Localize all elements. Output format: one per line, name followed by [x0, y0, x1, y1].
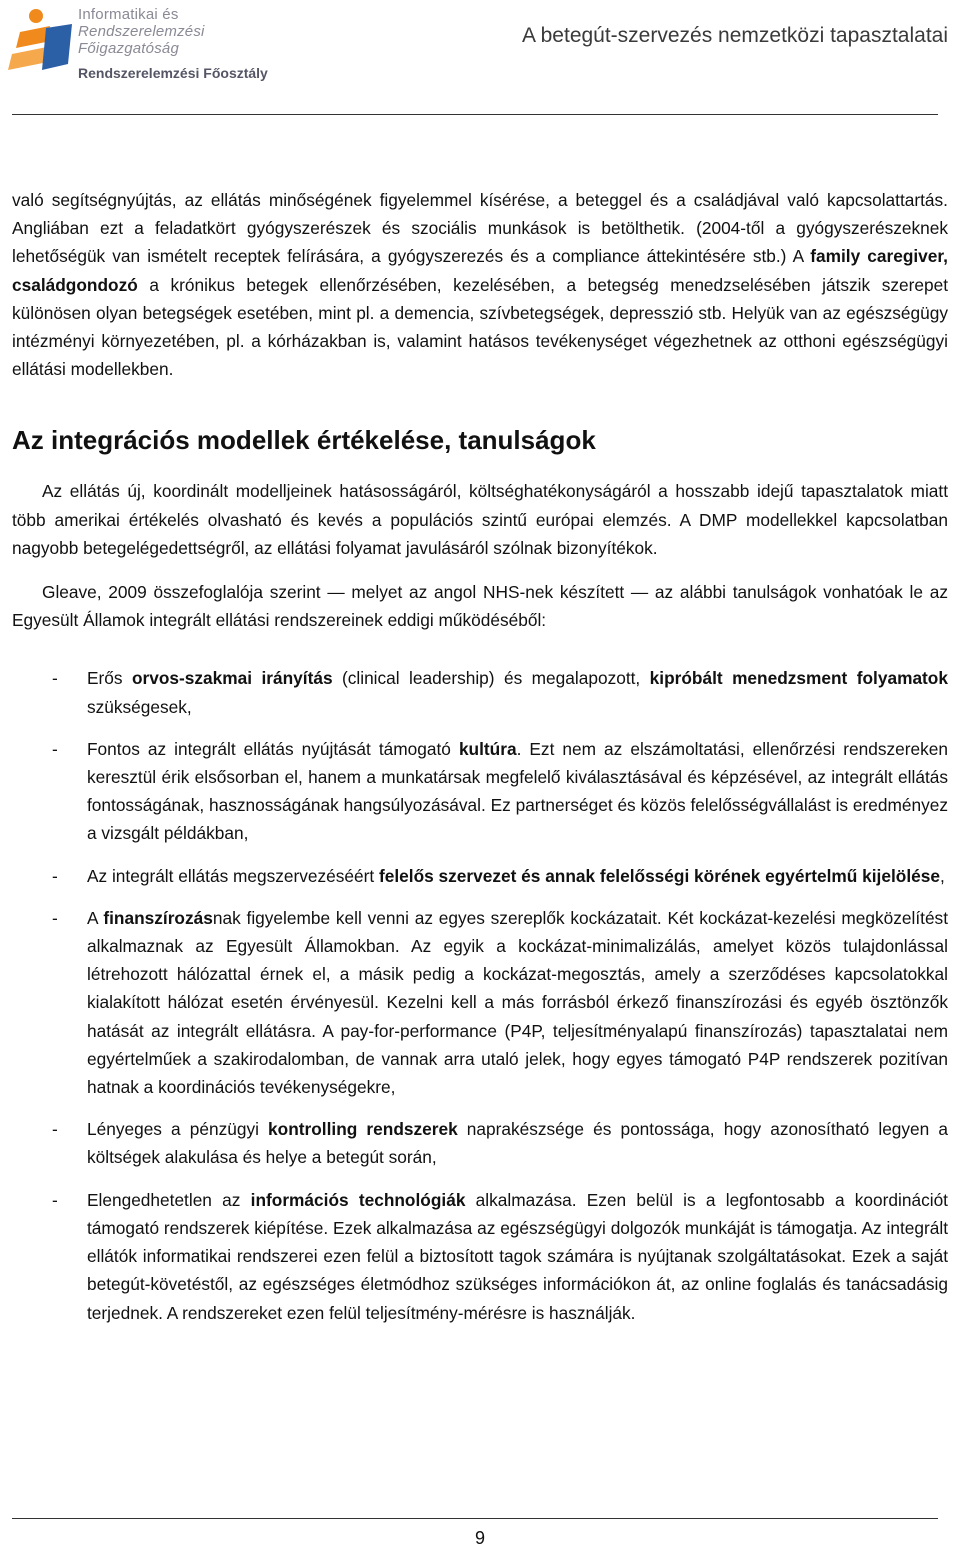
org-name-line2: Rendszerelemzési: [78, 23, 205, 40]
list-bold: információs technológiák: [250, 1189, 466, 1210]
list-text: . Ezt nem az elszámoltatási, ellenőrzési rendszereken keresztül érik elsősorban el, hanem a munkatársak megfelelő kiválasztásával és képzésével, az integrált ellátás fontosságának, hasznosságának hangsúlyozásával. Ez partnerséget és közös felelősségvállalást is eredményez a vizsgált példákban,: [87, 738, 949, 844]
section-heading: Az integrációs modellek értékelése, tanulságok: [12, 425, 596, 456]
intro-bold-term: family caregiver, családgondozó: [12, 246, 948, 295]
list-text: szükségesek,: [87, 696, 192, 717]
list-text: Elengedhetetlen az: [87, 1189, 251, 1210]
header-divider: [12, 114, 938, 115]
list-bold: kipróbált menedzsment folyamatok: [649, 668, 948, 689]
list-bold: kultúra: [458, 738, 517, 759]
bullet-dash: -: [52, 738, 58, 759]
list-text: (clinical leadership) és megalapozott,: [332, 668, 650, 689]
section-paragraph-1: Az ellátás új, koordinált modelljeinek hatásosságáról, költséghatékonyságáról a hosszabb idejű tapasztalatok miatt több amerikai értékelés olvasható és kevés a populációs szintű európai elemzés. A DMP modellekkel kapcsolatban nagyobb betegelégedettségről, az ellátási folyamat javulásáról szólnak bizonyítékok.: [12, 481, 948, 558]
bullet-dash: -: [52, 907, 58, 928]
list-bold: kontrolling rendszerek: [268, 1119, 458, 1140]
list-bold: finanszírozás: [103, 907, 213, 928]
list-bold: felelős szervezet és annak felelősségi körének egyértelmű kijelölése: [379, 865, 940, 886]
footer-divider: [12, 1518, 938, 1519]
list-item: [12, 664, 948, 720]
intro-paragraph: [12, 186, 948, 383]
org-name-line1: Informatikai és: [78, 6, 179, 23]
intro-text-1: való segítségnyújtás, az ellátás minőségének figyelemmel kísérése, a beteggel és a családjával való kapcsolattartás. Angliában ezt a feladatkört gyógyszerészek és szociális munkások is betölthetik. (2004-től a gyógyszerészeknek lehetőségük van ismételt receptek felírására, a gyógyszerezés és a compliance áttekintésére stb.) A: [12, 190, 948, 267]
list-text: nak figyelembe kell venni az egyes szereplők kockázatait. Két kockázat-kezelési megközelítést alkalmaznak az Egyesült Államokban. Az egyik a kockázat-minimalizálás, amelyet közös tulajdonlással létrehozott hálózattal érnek el, a másik pedig a kockázat-megosztás, amely a szerződéses kapcsolatokkal kialakított hálózat esetén érvényesül. Kezelni kell a más forrásból érkező finanszírozási és egyéb ösztönzők hatását az integrált ellátásra. A pay-for-performance (P4P, teljesítményalapú finanszírozás) tapasztalatai nem egyértelműek a szakirodalomban, de vannak arra utaló jelek, hogy egyes támogató P4P rendszerek pozitívan hatnak a koordinációs tevékenységekre,: [87, 907, 948, 1098]
document-title: A betegút-szervezés nemzetközi tapasztalatai: [521, 24, 948, 47]
list-bold: orvos-szakmai irányítás: [131, 668, 333, 689]
list-text: A: [87, 907, 104, 928]
department-name: Rendszerelemzési Főosztály: [78, 65, 268, 81]
list-text: Erős: [87, 668, 132, 689]
list-text: Fontos az integrált ellátás nyújtását támogató: [87, 738, 459, 759]
list-item: [12, 862, 948, 890]
spacer: [12, 562, 948, 578]
page-header: [0, 0, 960, 118]
intro-text-2: a krónikus betegek ellenőrzésében, kezelésében, a betegség menedzselésében játszik szerepet különösen olyan betegségek esetében, mint pl. a demencia, szívbetegségek, depresszió stb. Helyük van az egészségügy intézményi környezetében, pl. a kórházakban is, valamint hatásos tevékenységet végezhetnek az otthoni egészségügyi ellátási modellekben.: [12, 274, 948, 380]
list-text: ,: [939, 865, 945, 886]
list-text: naprakészsége és pontossága, hogy azonosítható legyen a költségek alakulása és helye a betegút során,: [87, 1119, 948, 1168]
list-item: [12, 1186, 948, 1327]
lessons-list: [12, 664, 948, 1326]
list-text: Lényeges a pénzügyi: [87, 1119, 269, 1140]
bullet-dash: -: [52, 1189, 58, 1210]
list-item: [12, 735, 948, 848]
org-name-line3: Főigazgatóság: [78, 40, 180, 57]
section-paragraph-2: Gleave, 2009 összefoglalója szerint — melyet az angol NHS-nek készített — az alábbi tanulságok vonhatóak le az Egyesült Államok integrált ellátási rendszereinek eddigi működéséből:: [12, 582, 948, 631]
page-number: 9: [474, 1528, 485, 1548]
list-text: Az integrált ellátás megszervezéséért: [87, 865, 379, 886]
bullet-dash: -: [52, 668, 58, 689]
org-name: [78, 6, 268, 82]
bullet-dash: -: [52, 1119, 58, 1140]
org-logo-icon: [6, 4, 76, 84]
list-item: [12, 904, 948, 1101]
list-item: [12, 1115, 948, 1171]
page-body: [12, 186, 948, 1341]
list-text: alkalmazása. Ezen belül is a legfontosabb a koordinációt támogató rendszerek kiépítése. Ezek alkalmazása az egészségügyi dolgozók munkáját is támogatja. Az integrált ellátók informatikai rendszerei ezen felül a biztosított tagok számára is nyújtanak szolgáltatásokat. Ezek a saját betegút-követéstől, az egészséges életmódhoz szükséges információkon át, az online foglalás és tanácsadásig terjednek. A rendszereket ezen felül teljesítmény-mérésre is használják.: [87, 1189, 948, 1323]
bullet-dash: -: [52, 865, 58, 886]
